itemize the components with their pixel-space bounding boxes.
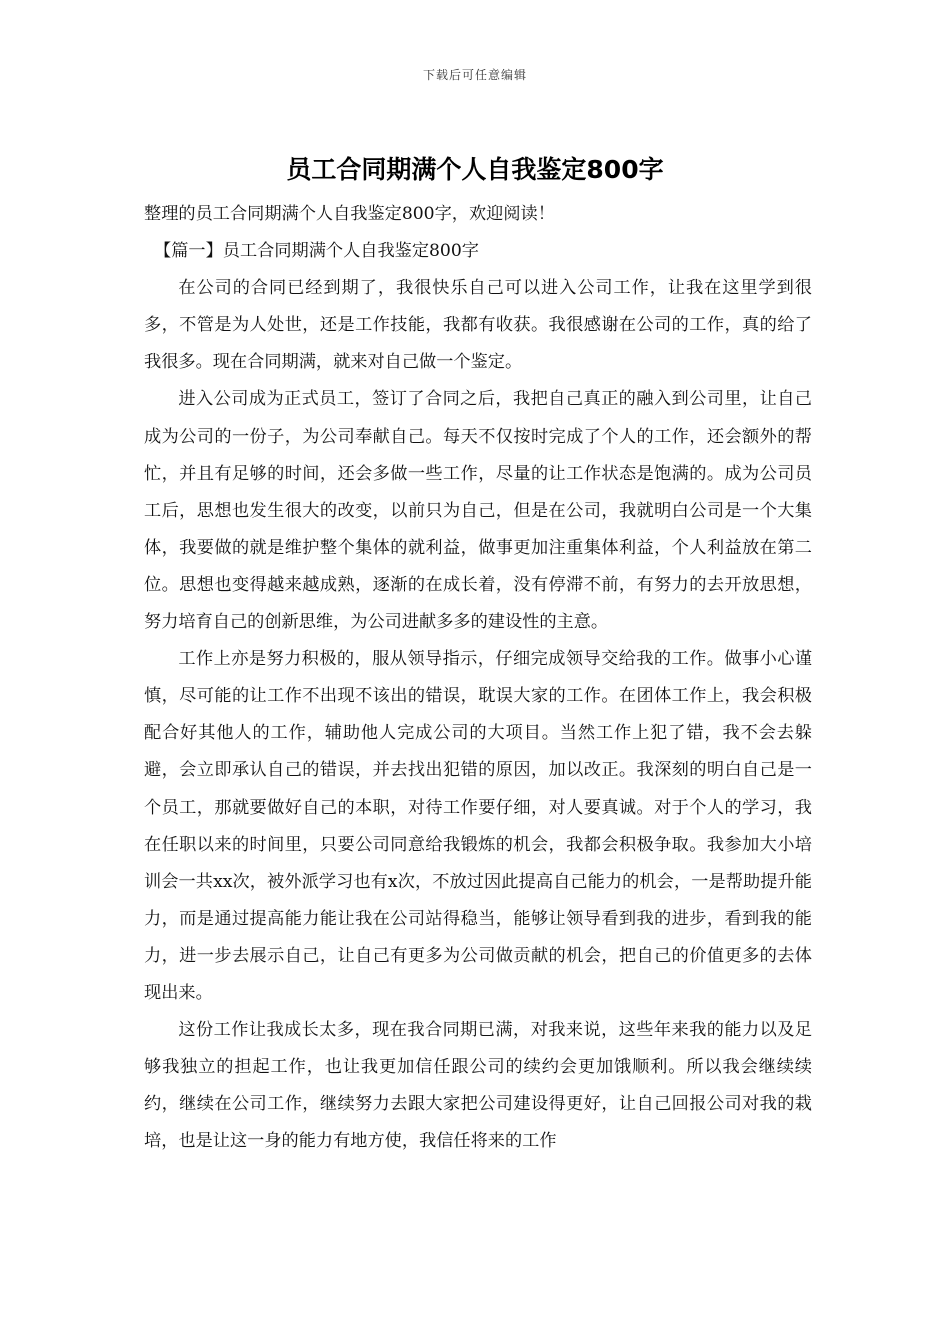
paragraph-4: 这份工作让我成长太多，现在我合同期已满，对我来说，这些年来我的能力以及足够我独立的担起工作，也让我更加信任跟公司的续约会更加饿顺利。所以我会继续续约，继续在公司工作，继续努力去跟大家把公司建设得更好，让自己回报公司对我的栽培，也是让这一身的能力有地方使，我信任将来的工作 (144, 1020, 812, 1152)
paragraph-2: 进入公司成为正式员工，签订了合同之后，我把自己真正的融入到公司里，让自己成为公司的一份子，为公司奉献自己。每天不仅按时完成了个人的工作，还会额外的帮忙，并且有足够的时间，还会多做一些工作，尽量的让工作状态是饱满的。成为公司员工后，思想也发生很大的改变，以前只为自己，但是在公司，我就明白公司是一个大集体，我要做的就是维护整个集体的就利益，做事更加注重集体利益，个人利益放在第二位。思想也变得越来越成熟，逐渐的在成长着，没有停滞不前，有努力的去开放思想，努力培育自己的创新思维，为公司进献多多的建设性的主意。 (144, 389, 812, 633)
intro-line: 整理的员工合同期满个人自我鉴定800字，欢迎阅读！ (144, 204, 555, 224)
section-heading: 【篇一】员工合同期满个人自我鉴定800字 (154, 241, 479, 262)
paragraph-1: 在公司的合同已经到期了，我很快乐自己可以进入公司工作，让我在这里学到很多，不管是为人处世，还是工作技能，我都有收获。我很感谢在公司的工作，真的给了我很多。现在合同期满，就来对自己做一个鉴定。 (144, 278, 812, 373)
header-note: 下载后可任意编辑 (422, 68, 527, 82)
document-body (144, 196, 812, 1160)
paragraph-3: 工作上亦是努力积极的，服从领导指示，仔细完成领导交给我的工作。做事小心谨慎，尽可能的让工作不出现不该出的错误，耽误大家的工作。在团体工作上，我会积极配合好其他人的工作，辅助他人完成公司的大项目。当然工作上犯了错，我不会去躲避，会立即承认自己的错误，并去找出犯错的原因，加以改正。我深刻的明白自己是一个员工，那就要做好自己的本职，对待工作要仔细，对人要真诚。对于个人的学习，我在任职以来的时间里，只要公司同意给我锻炼的机会，我都会积极争取。我参加大小培训会一共xx次，被外派学习也有x次，不放过因此提高自己能力的机会，一是帮助提升能力，而是通过提高能力能让我在公司站得稳当，能够让领导看到我的进步，看到我的能力，进一步去展示自己，让自己有更多为公司做贡献的机会，把自己的价值更多的去体现出来。 (144, 649, 812, 1003)
document-title: 员工合同期满个人自我鉴定800字 (286, 155, 664, 184)
